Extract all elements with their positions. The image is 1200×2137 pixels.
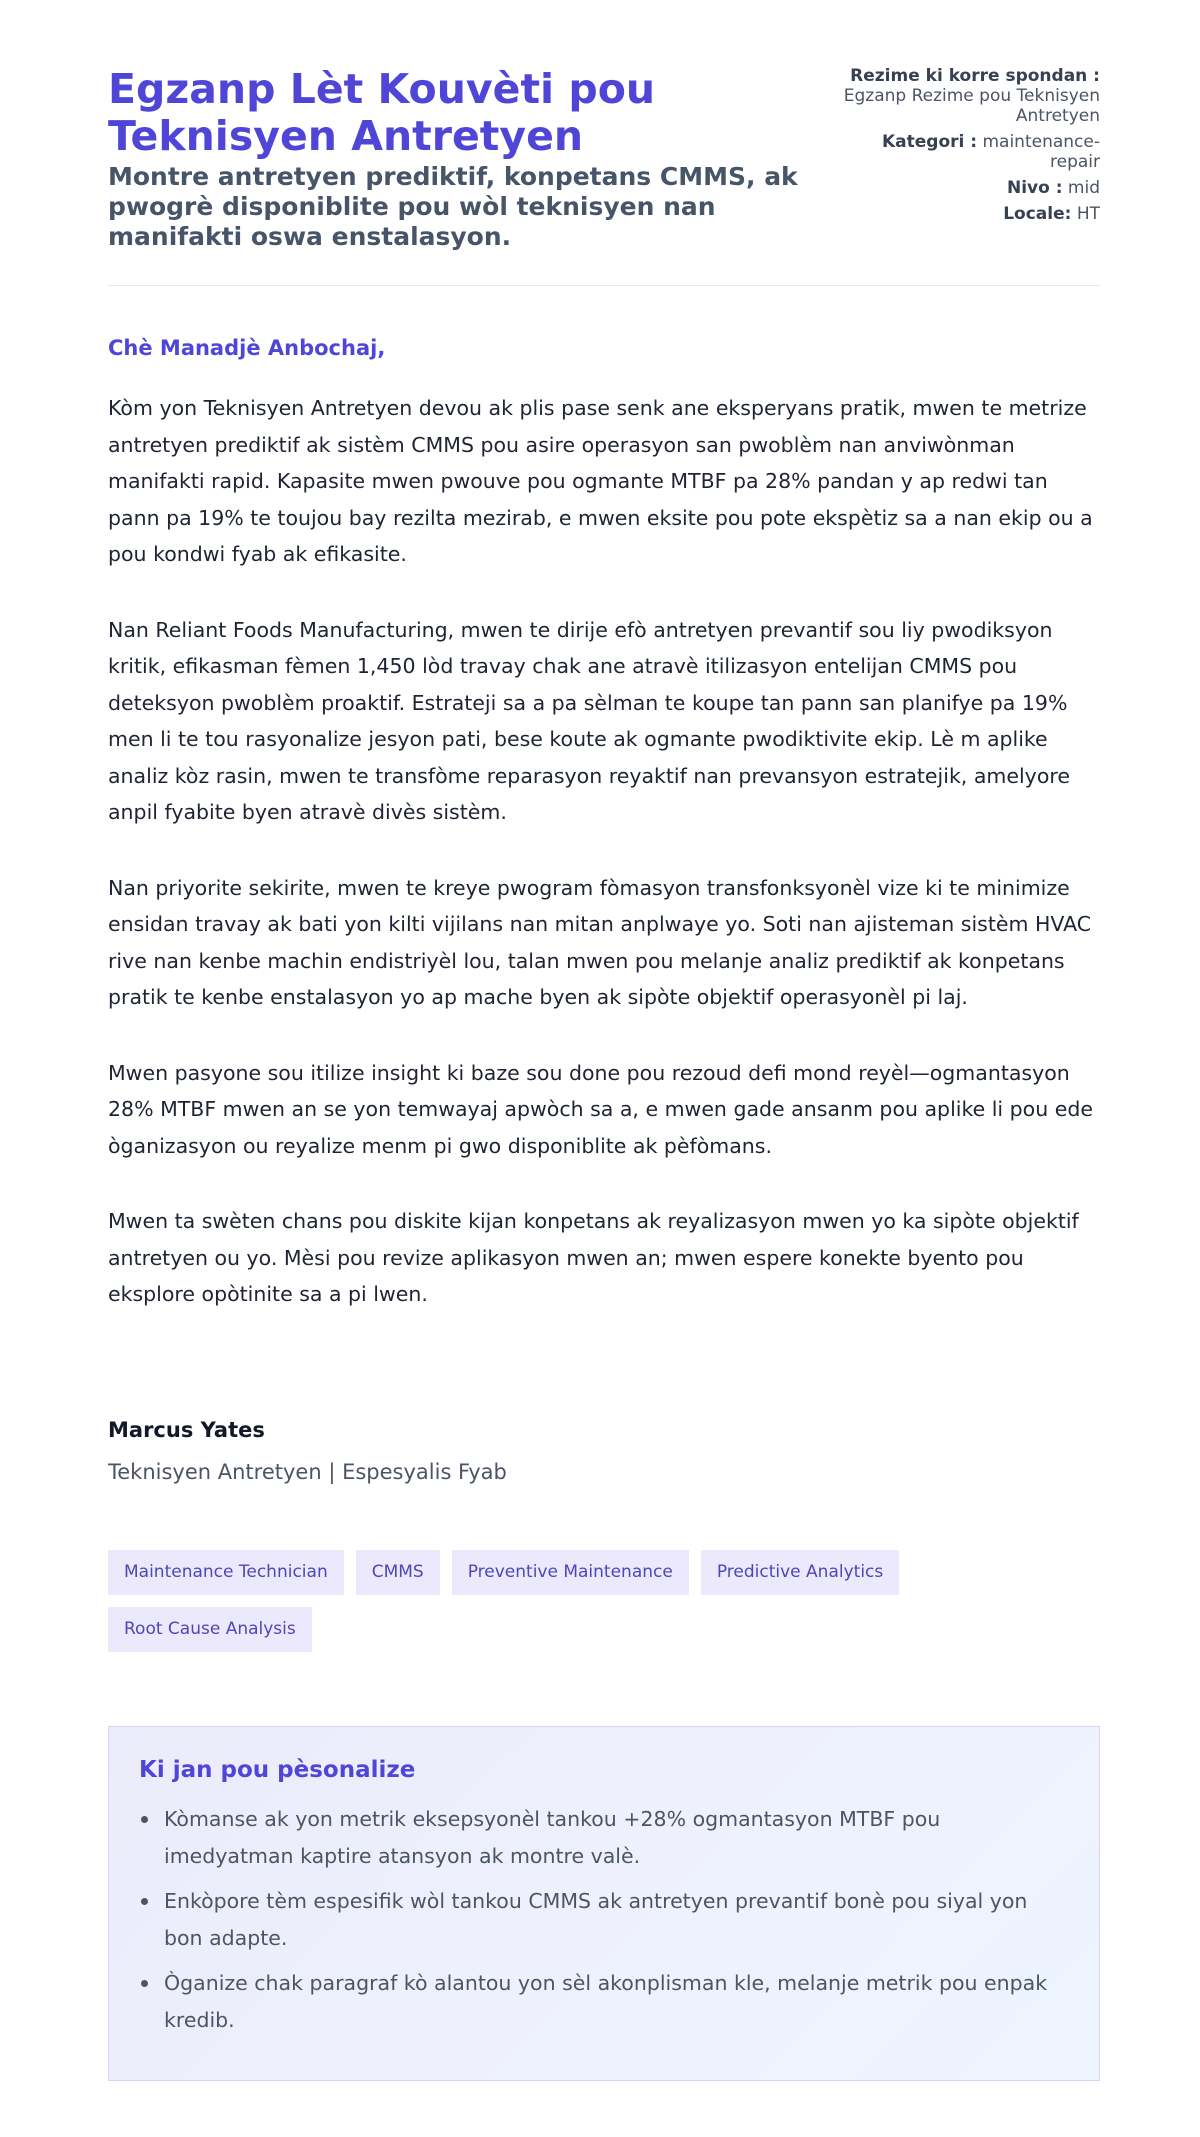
skill-tags — [108, 1550, 1100, 1652]
meta-panel — [835, 66, 1100, 252]
letter-paragraph: Nan priyorite sekirite, mwen te kreye pwogram fòmasyon transfonksyonèl vize ki te minimize ensidan travay ak bati yon kilti vijilans nan mitan anplwaye yo. Soti nan ajisteman sistèm HVAC rive nan kenbe machin endistriyèl lou, talan mwen pou melanje analiz prediktif ak konpetans pratik te kenbe enstalasyon yo ap mache byen ak sipòte objektif operasyonèl pi laj. — [108, 875, 1092, 1009]
header-title-block — [108, 66, 835, 252]
skill-tag: Preventive Maintenance — [452, 1550, 689, 1595]
tip-item: Enkòpore tèm espesifik wòl tankou CMMS ak antretyen prevantif bonè pou siyal yon bon adapte. — [139, 1883, 1069, 1957]
signature-name: Marcus Yates — [108, 1418, 265, 1442]
letter-paragraph: Mwen ta swèten chans pou diskite kijan konpetans ak reyalizasyon mwen yo ka sipòte objektif antretyen ou yo. Mèsi pou revize aplikasyon mwen an; mwen espere konekte byento pou eksplore opòtinite sa a pi lwen. — [108, 1209, 1079, 1306]
letter-body — [108, 390, 1100, 1352]
signature-title: Teknisyen Antretyen | Espesyalis Fyab — [108, 1460, 507, 1484]
page-title: Egzanp Lèt Kouvèti pou Teknisyen Antretyen — [108, 65, 656, 160]
letter-paragraph: Nan Reliant Foods Manufacturing, mwen te dirije efò antretyen prevantif sou liy pwodiksyon kritik, efikasman fèmen 1,450 lòd travay chak ane atravè itilizasyon entelijan CMMS pou deteksyon pwoblèm proaktif. Estrateji sa a pa sèlman te koupe tan pann san planifye pa 19% men li te tou rasyonalize jesyon pati, bese koute ak ogmante pwodiktivite ekip. Lè m aplike analiz kòz rasin, mwen te transfòme reparasyon reyaktif nan prevansyon estratejik, amelyore anpil fyabite byen atravè divès sistèm. — [108, 617, 1070, 824]
page-subtitle: Montre antretyen prediktif, konpetans CMMS, ak pwogrè disponiblite pou wòl teknisyen nan manifakti oswa enstalasyon. — [108, 162, 798, 251]
letter-paragraph: Kòm yon Teknisyen Antretyen devou ak plis pase senk ane eksperyans pratik, mwen te metrize antretyen prediktif ak sistèm CMMS pou asire operasyon san pwoblèm nan anviwònman manifakti rapid. Kapasite mwen pwouve pou ogmante MTBF pa 28% pandan y ap redwi tan pann pa 19% te toujou bay rezilta mezirab, e mwen eksite pou pote ekspètiz sa a nan ekip ou a pou kondwi fyab ak efikasite. — [108, 396, 1093, 566]
meta-locale-label: Locale: — [1003, 204, 1072, 224]
meta-category — [835, 132, 1100, 172]
header — [108, 0, 1100, 252]
meta-locale-value: HT — [1076, 204, 1100, 224]
meta-level-value: mid — [1067, 178, 1100, 198]
meta-level-label: Nivo : — [1006, 178, 1063, 198]
cover-letter-page — [108, 0, 1100, 2032]
skill-tag: Maintenance Technician — [108, 1550, 344, 1595]
tip-item: Òganize chak paragraf kò alantou yon sèl akonplisman kle, melanje metrik pou enpak kredib. — [139, 1965, 1069, 2039]
tip-item: Kòmanse ak yon metrik eksepsyonèl tankou +28% ogmantasyon MTBF pou imedyatman kaptire atansyon ak montre valè. — [139, 1801, 1069, 1875]
meta-summary — [835, 66, 1100, 126]
meta-summary-label: Rezime ki korre spondan : — [850, 66, 1100, 86]
meta-locale — [835, 204, 1100, 224]
letter-paragraph: Mwen pasyone sou itilize insight ki baze sou done pou rezoud defi mond reyèl—ogmantasyon 28% MTBF mwen an se yon temwayaj apwòch sa a, e mwen gade ansanm pou aplike li pou ede òganizasyon ou reyalize menm pi gwo disponiblite ak pèfòmans. — [108, 1060, 1093, 1158]
customization-tips-box — [108, 1726, 1100, 2081]
meta-category-value: maintenance-repair — [982, 132, 1100, 172]
salutation: Chè Manadjè Anbochaj, — [108, 336, 386, 360]
skill-tag: Root Cause Analysis — [108, 1607, 312, 1652]
tips-title: Ki jan pou pèsonalize — [139, 1757, 416, 1783]
meta-summary-value: Egzanp Rezime pou Teknisyen Antretyen — [843, 86, 1100, 126]
tips-list — [139, 1801, 1069, 2039]
skill-tag: Predictive Analytics — [701, 1550, 899, 1595]
skill-tag: CMMS — [356, 1550, 440, 1595]
header-divider — [108, 285, 1100, 286]
meta-level — [835, 178, 1100, 198]
meta-category-label: Kategori : — [882, 132, 978, 152]
